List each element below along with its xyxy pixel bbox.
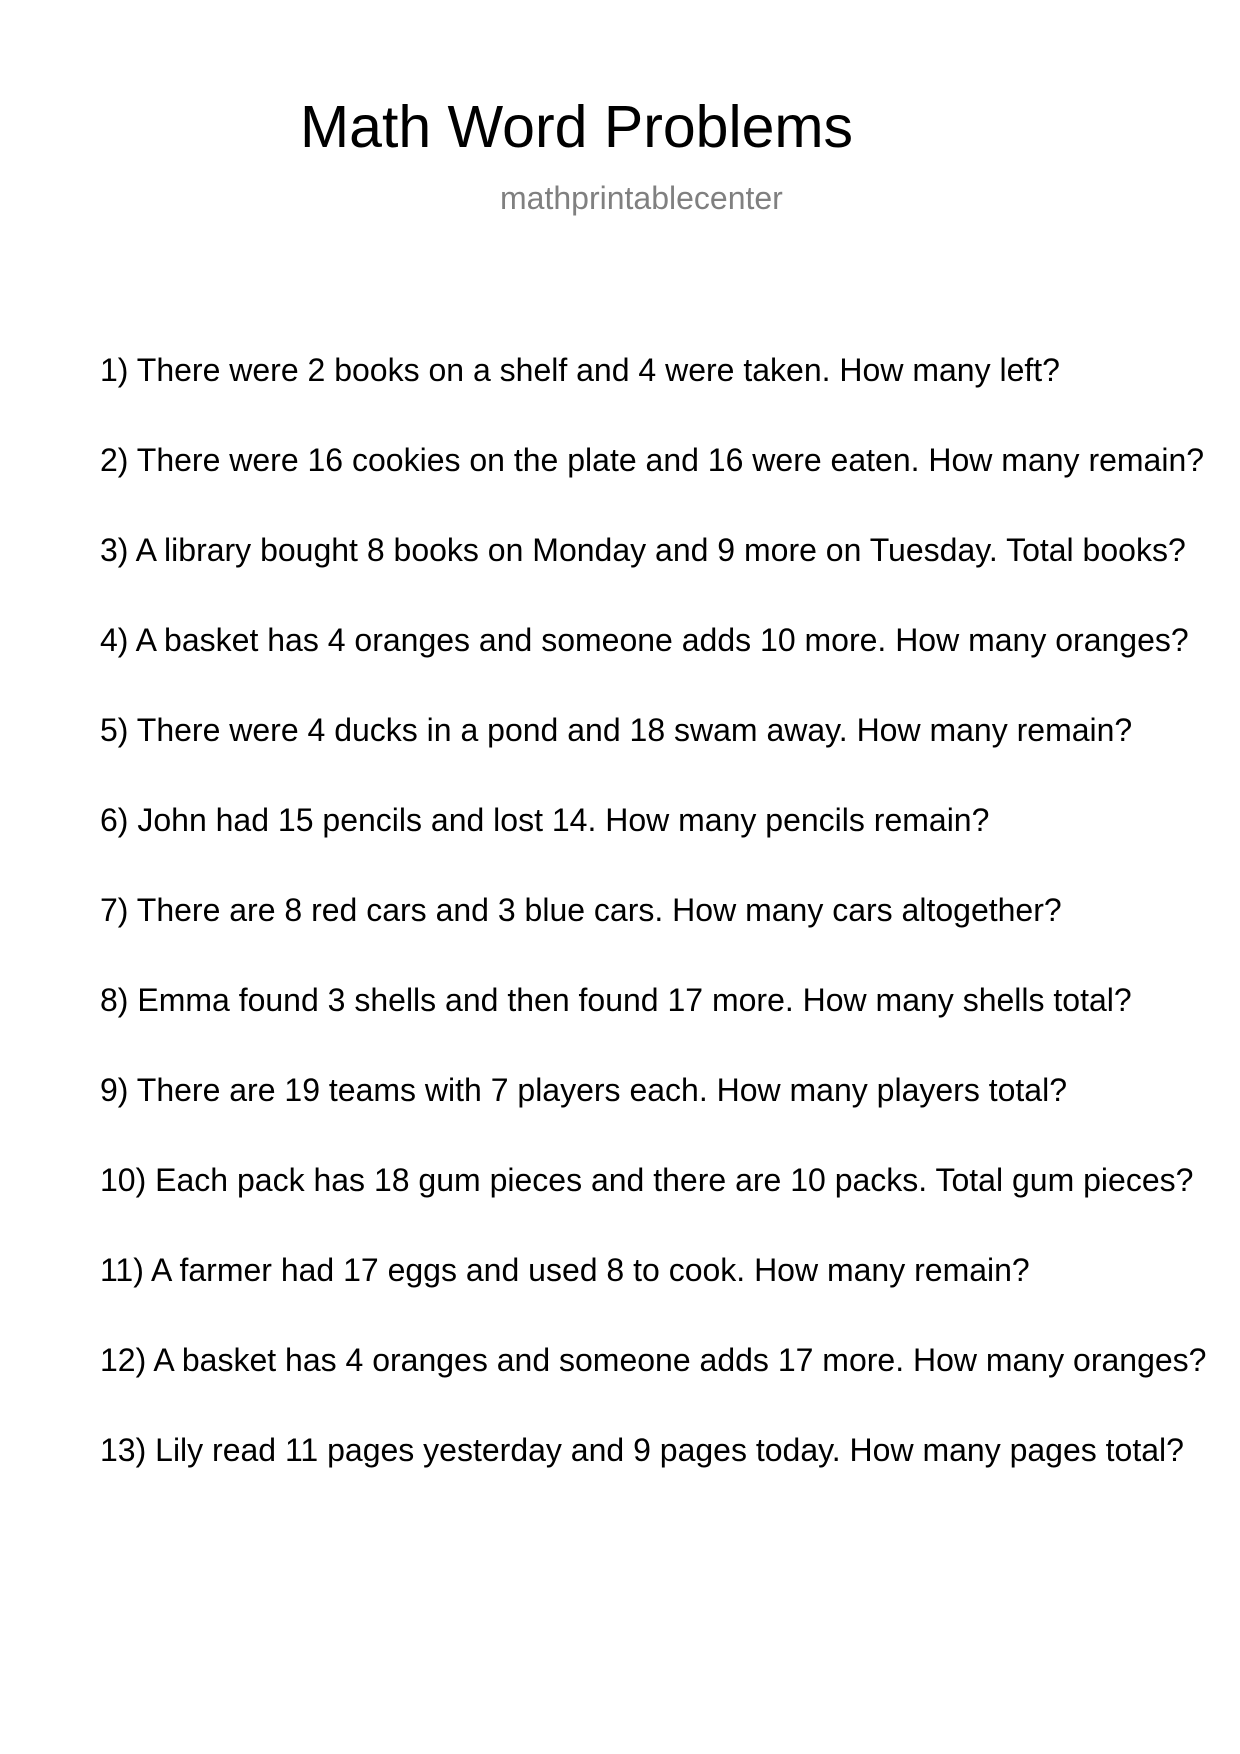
- problem-list: [100, 351, 1240, 1521]
- problem-item: 5) There were 4 ducks in a pond and 18 swam away. How many remain?: [100, 712, 1133, 748]
- problem-item: 10) Each pack has 18 gum pieces and there are 10 packs. Total gum pieces?: [100, 1162, 1194, 1198]
- page-subtitle: mathprintablecenter: [500, 180, 783, 216]
- problem-item: 12) A basket has 4 oranges and someone adds 17 more. How many oranges?: [100, 1342, 1207, 1378]
- problem-item: 11) A farmer had 17 eggs and used 8 to cook. How many remain?: [100, 1252, 1030, 1288]
- problem-item: 7) There are 8 red cars and 3 blue cars. How many cars altogether?: [100, 892, 1062, 928]
- problem-item: 13) Lily read 11 pages yesterday and 9 pages today. How many pages total?: [100, 1432, 1184, 1468]
- problem-item: 6) John had 15 pencils and lost 14. How many pencils remain?: [100, 802, 990, 838]
- problem-item: 3) A library bought 8 books on Monday and 9 more on Tuesday. Total books?: [100, 532, 1186, 568]
- problem-item: 8) Emma found 3 shells and then found 17 more. How many shells total?: [100, 982, 1132, 1018]
- problem-item: 9) There are 19 teams with 7 players each. How many players total?: [100, 1072, 1067, 1108]
- problem-item: 4) A basket has 4 oranges and someone adds 10 more. How many oranges?: [100, 622, 1189, 658]
- problem-item: 2) There were 16 cookies on the plate and 16 were eaten. How many remain?: [100, 442, 1205, 478]
- page-title: Math Word Problems: [300, 94, 854, 160]
- problem-item: 1) There were 2 books on a shelf and 4 were taken. How many left?: [100, 352, 1060, 388]
